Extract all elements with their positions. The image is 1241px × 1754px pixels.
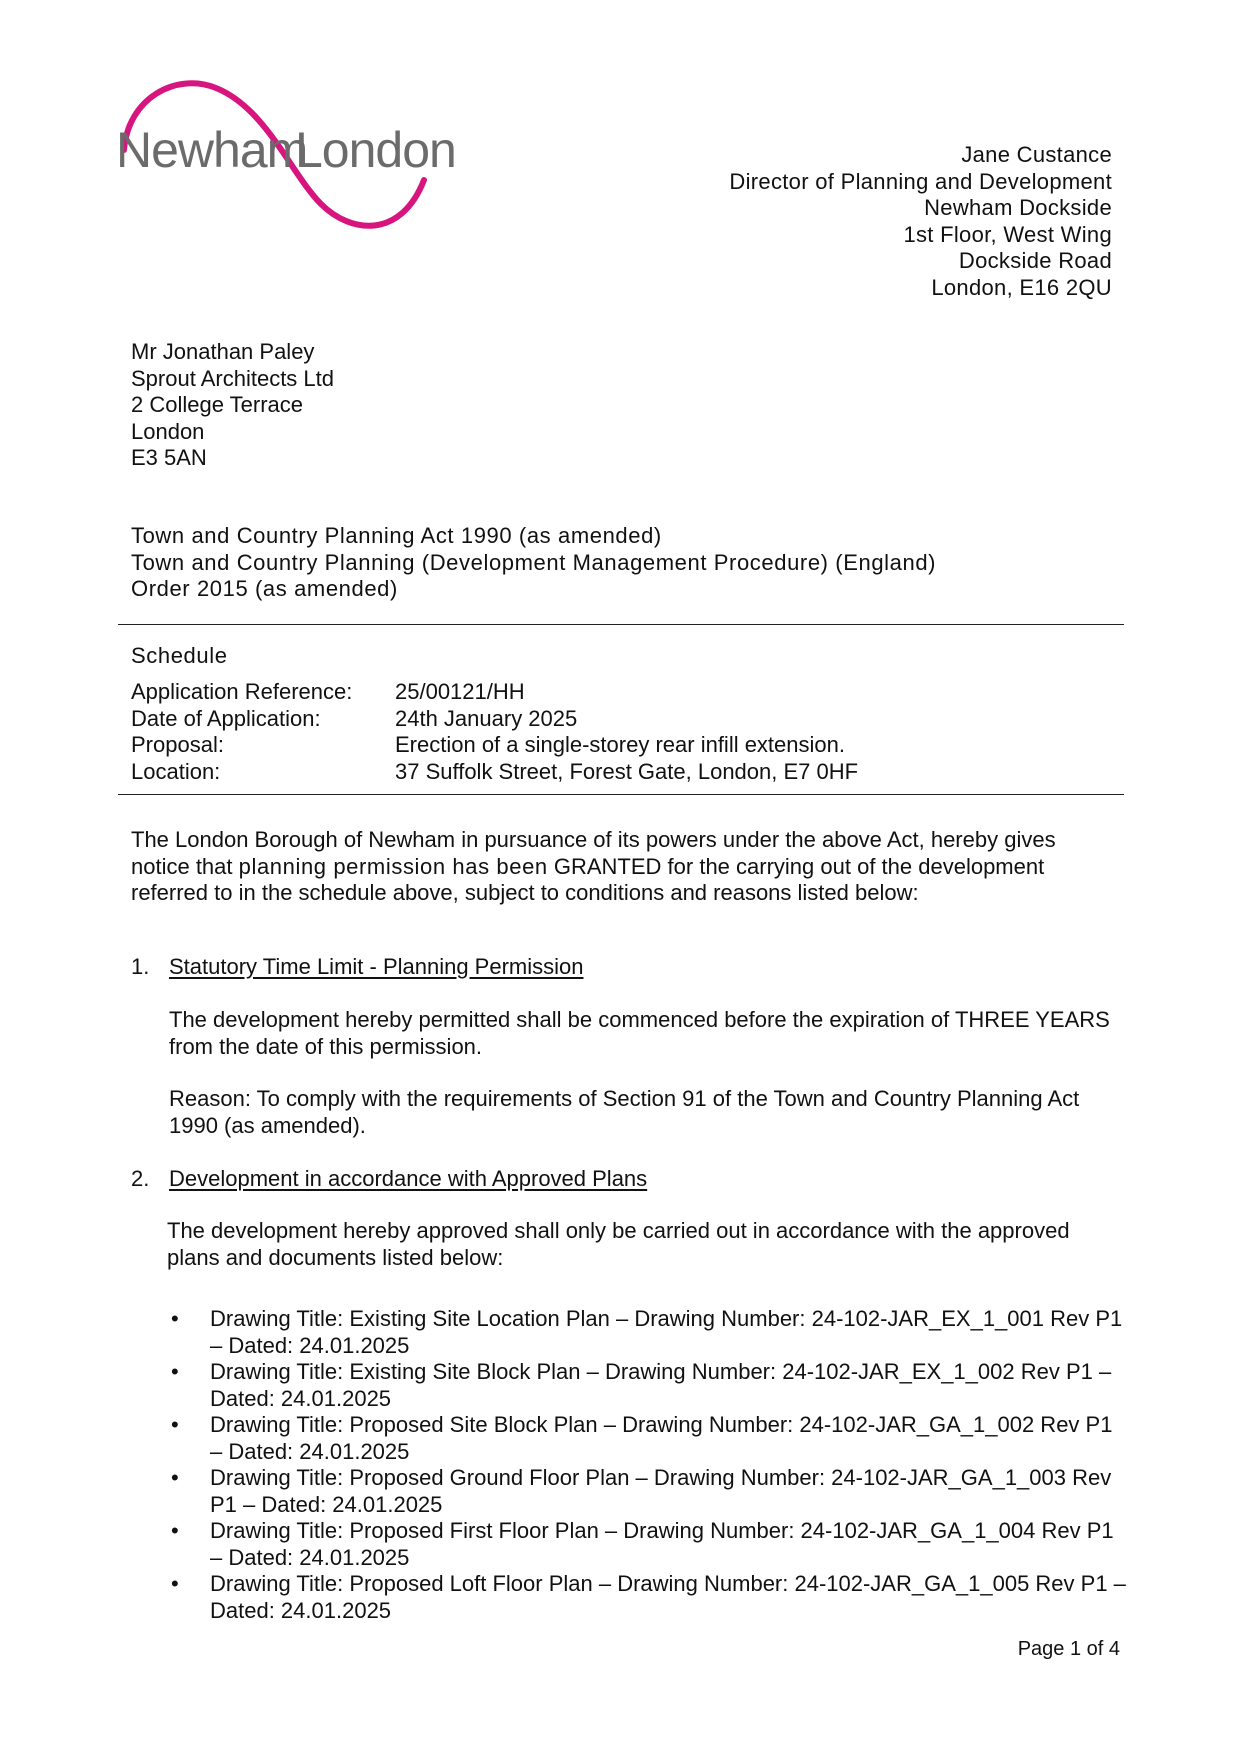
condition-text: The development hereby permitted shall be commenced before the expiration of THREE YEARS from the date of this permission. bbox=[169, 1007, 1110, 1059]
plan-entry: Drawing Title: Proposed Ground Floor Plan – Drawing Number: 24-102-JAR_GA_1_003 Rev P1 – Dated: 24.01.2025 bbox=[210, 1465, 1112, 1517]
schedule-bottom-divider bbox=[118, 794, 1124, 795]
plan-entry: Drawing Title: Proposed Site Block Plan – Drawing Number: 24-102-JAR_GA_1_002 Rev P1 – Dated: 24.01.2025 bbox=[210, 1412, 1113, 1464]
plan-entry: Drawing Title: Proposed First Floor Plan – Drawing Number: 24-102-JAR_GA_1_004 Rev P1 – Dated: 24.01.2025 bbox=[210, 1518, 1114, 1570]
act-line: Town and Country Planning (Development Management Procedure) (England) bbox=[131, 549, 937, 575]
notice-text-spaced: planning permission has been bbox=[238, 853, 548, 879]
schedule-value: 25/00121/HH bbox=[395, 679, 525, 704]
list-item bbox=[167, 1306, 1127, 1359]
list-item bbox=[167, 1412, 1127, 1465]
schedule-value: 37 Suffolk Street, Forest Gate, London, E7 0HF bbox=[395, 758, 859, 784]
bullet-icon: • bbox=[171, 1465, 179, 1490]
sender-address-line: Dockside Road bbox=[958, 248, 1112, 273]
condition-heading: Development in accordance with Approved Plans bbox=[169, 1166, 648, 1191]
schedule-title: Schedule bbox=[131, 643, 228, 668]
schedule-row bbox=[131, 759, 858, 786]
sender-name: Jane Custance bbox=[961, 142, 1112, 167]
bullet-icon: • bbox=[171, 1412, 179, 1437]
list-item bbox=[167, 1571, 1127, 1624]
schedule-top-divider bbox=[118, 624, 1124, 625]
logo-text-newham: Newham bbox=[116, 122, 308, 178]
recipient-address-line: London bbox=[131, 418, 205, 444]
condition-number: 2. bbox=[131, 1166, 150, 1191]
notice-text: The London Borough of Newham in pursuance of its powers under the above Act, hereby gives notice that bbox=[131, 827, 1056, 879]
schedule-label: Application Reference: bbox=[131, 679, 353, 704]
bullet-icon: • bbox=[171, 1571, 179, 1596]
newham-london-logo bbox=[116, 74, 476, 244]
recipient-name: Mr Jonathan Paley bbox=[131, 339, 315, 364]
condition-heading: Statutory Time Limit - Planning Permission bbox=[169, 954, 584, 979]
legislation-heading bbox=[131, 523, 936, 603]
sender-title: Director of Planning and Development bbox=[729, 168, 1112, 194]
logo-graphic bbox=[116, 74, 476, 244]
bullet-icon: • bbox=[171, 1359, 179, 1384]
notice-paragraph bbox=[131, 827, 1091, 907]
notice-text: GRANTED for the carrying out of the development referred to in the schedule above, subject to conditions and reasons listed below: bbox=[131, 853, 1045, 905]
recipient-company: Sprout Architects Ltd bbox=[131, 365, 334, 391]
list-item bbox=[167, 1518, 1127, 1571]
condition-number: 1. bbox=[131, 954, 150, 979]
recipient-address bbox=[131, 339, 334, 472]
schedule-label: Date of Application: bbox=[131, 705, 321, 731]
act-line: Order 2015 (as amended) bbox=[131, 576, 398, 601]
schedule-label: Location: bbox=[131, 758, 221, 784]
recipient-address-line: 2 College Terrace bbox=[131, 392, 304, 417]
schedule-row bbox=[131, 679, 858, 706]
logo-text-london: London bbox=[295, 122, 456, 178]
schedule-label: Proposal: bbox=[131, 732, 224, 757]
sender-address-line: London, E16 2QU bbox=[931, 274, 1112, 300]
page-number: Page 1 of 4 bbox=[1017, 1638, 1120, 1660]
list-item bbox=[167, 1359, 1127, 1412]
schedule-row bbox=[131, 706, 858, 733]
plan-entry: Drawing Title: Proposed Loft Floor Plan – Drawing Number: 24-102-JAR_GA_1_005 Rev P1 – Dated: 24.01.2025 bbox=[210, 1571, 1126, 1623]
bullet-icon: • bbox=[171, 1306, 179, 1331]
list-item bbox=[167, 1465, 1127, 1518]
condition-text: The development hereby approved shall only be carried out in accordance with the approved plans and documents listed below: bbox=[167, 1218, 1070, 1270]
sender-address bbox=[729, 142, 1112, 301]
bullet-icon: • bbox=[171, 1518, 179, 1543]
sender-address-line: 1st Floor, West Wing bbox=[903, 221, 1112, 247]
plan-entry: Drawing Title: Existing Site Location Plan – Drawing Number: 24-102-JAR_EX_1_001 Rev P1 – Dated: 24.01.2025 bbox=[210, 1306, 1123, 1358]
sender-address-line: Newham Dockside bbox=[924, 195, 1112, 220]
schedule-value: Erection of a single-storey rear infill extension. bbox=[395, 732, 845, 757]
recipient-postcode: E3 5AN bbox=[131, 445, 207, 470]
condition-reason: Reason: To comply with the requirements of Section 91 of the Town and Country Planning Act 1990 (as amended). bbox=[169, 1086, 1080, 1138]
schedule-table bbox=[131, 679, 858, 785]
schedule-row bbox=[131, 732, 858, 759]
act-line: Town and Country Planning Act 1990 (as amended) bbox=[131, 523, 662, 548]
schedule-value: 24th January 2025 bbox=[395, 705, 578, 731]
plan-entry: Drawing Title: Existing Site Block Plan – Drawing Number: 24-102-JAR_EX_1_002 Rev P1 – Dated: 24.01.2025 bbox=[210, 1359, 1112, 1411]
approved-plans-list bbox=[167, 1306, 1127, 1624]
